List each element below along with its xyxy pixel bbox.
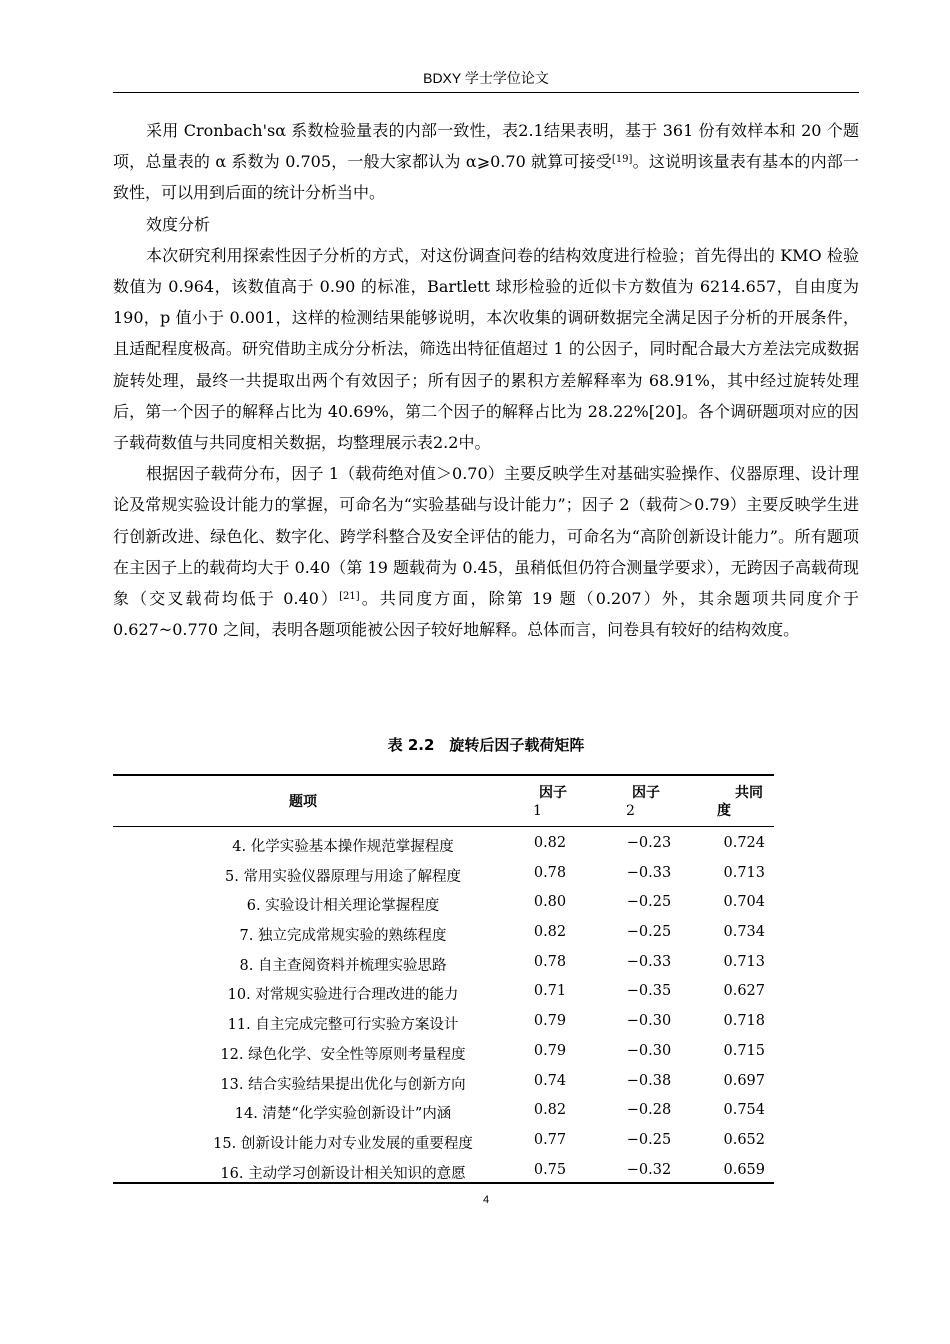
cell-communality: 0.627 [723, 983, 765, 1000]
header-rule [113, 92, 859, 93]
paragraph-factor-analysis: 本次研究利用探索性因子分析的方式，对这份调查问卷的结构效度进行检验；首先得出的 KMO 检验数值为 0.964，该数值高于 0.90 的标准，Bartlett 球形检验的近似卡方数值为 6214.657，自由度为 190，p 值小于 0.001，这样的检测结果能够说明，本次收集的调研数据完全满足因子分析的开展条件，且适配程度极高。研究借助主成分分析法，筛选出特征值超过 1 的公因子，同时配合最大方差法完成数据旋转处理，最终一共提取出两个有效因子；所有因子的累积方差解释率为 68.91%，其中经过旋转处理后，第一个因子的解释占比为 40.69%，第二个因子的解释占比为 28.22%[20]。各个调研题项对应的因子载荷数值与共同度相关数据，均整理展示表2.2中。 [113, 245, 859, 453]
table-row [113, 978, 774, 1008]
table-row [113, 1068, 774, 1098]
cell-factor-1: 0.78 [533, 864, 567, 881]
cell-factor-2: −0.30 [626, 1042, 672, 1059]
header-factor-1-label: 因子 [539, 785, 567, 801]
cell-factor-1: 0.82 [533, 924, 567, 941]
table-row [113, 1008, 774, 1038]
cell-factor-2: −0.25 [626, 894, 672, 911]
cell-factor-2: −0.25 [626, 1131, 672, 1148]
header-factor-1 [533, 784, 573, 820]
paragraph-factor-loadings [113, 458, 859, 645]
cell-factor-2: −0.33 [626, 953, 672, 970]
cell-factor-2: −0.30 [626, 1013, 672, 1030]
cell-communality: 0.724 [723, 835, 765, 851]
header-factor-2-label: 因子 [632, 785, 660, 801]
table-row [113, 919, 774, 949]
table-row [113, 830, 774, 860]
cell-item: 6. 实验设计相关理论掌握程度 [246, 898, 440, 915]
table-row [113, 860, 774, 890]
cell-item: 13. 结合实验结果提出优化与创新方向 [220, 1076, 466, 1093]
cell-factor-1: 0.80 [533, 894, 567, 911]
cell-factor-2: −0.25 [626, 924, 672, 941]
section-heading-validity: 效度分析 [146, 214, 211, 234]
cell-item: 7. 独立完成常规实验的熟练程度 [239, 928, 447, 945]
cell-factor-1: 0.79 [533, 1013, 567, 1030]
cell-communality: 0.659 [723, 1161, 765, 1178]
cell-communality: 0.697 [723, 1072, 765, 1089]
cell-communality: 0.734 [723, 924, 765, 941]
cell-communality: 0.713 [723, 864, 765, 881]
running-header: BDXY 学士学位论文 [423, 70, 549, 86]
paragraph-reliability-tail: 。这说明该量表有基本的内部一致性，可以用到后面的统计分析当中。 [113, 152, 859, 203]
cell-communality: 0.718 [723, 1013, 765, 1030]
body-text [113, 115, 859, 645]
cell-item: 8. 自主查阅资料并梳理实验思路 [239, 957, 447, 974]
cell-factor-1: 0.75 [533, 1161, 567, 1178]
cell-factor-1: 0.77 [533, 1131, 567, 1148]
table-bottom-rule [113, 1182, 774, 1184]
cell-communality: 0.715 [723, 1042, 765, 1059]
header-communality-line2: 度 [717, 803, 731, 819]
table-row [113, 1097, 774, 1127]
header-factor-1-number: 1 [533, 803, 542, 819]
cell-factor-2: −0.23 [626, 835, 672, 851]
cell-communality: 0.713 [723, 953, 765, 970]
header-factor-2 [626, 784, 666, 820]
cell-item: 12. 绿色化学、安全性等原则考量程度 [220, 1046, 466, 1063]
table-caption: 表 2.2 旋转后因子载荷矩阵 [387, 736, 585, 754]
paragraph-factor-loadings-text: 根据因子载荷分布，因子 1（载荷绝对值＞0.70）主要反映学生对基础实验操作、仪器原理、设计理论及常规实验设计能力的掌握，可命名为“实验基础与设计能力”；因子 2（载荷＞0.79）主要反映学生进行创新改进、绿色化、数字化、跨学科整合及安全评估的能力，可命名为“高阶创新设计能力”。所有题项在主因子上的载荷均大于 0.40（第 19 题载荷为 0.45，虽稍低但仍符合测量学要求），无跨因子高载荷现象（交叉载荷均低于 0.40） [113, 464, 859, 609]
citation-19: [19] [611, 154, 633, 166]
cell-item: 11. 自主完成完整可行实验方案设计 [227, 1017, 459, 1034]
cell-factor-2: −0.35 [626, 983, 672, 1000]
table-header-rule [113, 826, 774, 827]
header-item: 题项 [289, 794, 317, 810]
cell-factor-1: 0.82 [533, 1102, 567, 1119]
table-row [113, 1038, 774, 1068]
cell-item: 10. 对常规实验进行合理改进的能力 [227, 987, 459, 1004]
header-communality [717, 784, 763, 820]
cell-factor-2: −0.32 [626, 1161, 672, 1178]
table-body [113, 830, 774, 1186]
cell-factor-1: 0.82 [533, 835, 567, 851]
cell-factor-2: −0.28 [626, 1102, 672, 1119]
cell-factor-1: 0.79 [533, 1042, 567, 1059]
cell-factor-1: 0.78 [533, 953, 567, 970]
header-factor-2-number: 2 [626, 803, 635, 819]
page-number: 4 [482, 1194, 490, 1206]
cell-item: 4. 化学实验基本操作规范掌握程度 [232, 839, 454, 855]
paragraph-reliability [113, 115, 859, 209]
cell-item: 16. 主动学习创新设计相关知识的意愿 [220, 1165, 466, 1182]
cell-item: 14. 清楚“化学实验创新设计”内涵 [234, 1106, 452, 1123]
cell-communality: 0.754 [723, 1102, 765, 1119]
cell-factor-2: −0.33 [626, 864, 672, 881]
cell-item: 15. 创新设计能力对专业发展的重要程度 [213, 1135, 473, 1152]
header-communality-line1: 共同 [735, 785, 763, 801]
cell-item: 5. 常用实验仪器原理与用途了解程度 [225, 868, 461, 885]
cell-communality: 0.652 [723, 1131, 765, 1148]
table-row [113, 949, 774, 979]
paragraph-reliability-text: 采用 Cronbach'sα 系数检验量表的内部一致性，表2.1结果表明，基于 361 份有效样本和 20 个题项，总量表的 α 系数为 0.705，一般大家都认为 α⩾0.70 就算可接受 [113, 121, 859, 172]
table-row [113, 1127, 774, 1157]
cell-communality: 0.704 [723, 894, 765, 911]
citation-21: [21] [339, 591, 360, 603]
cell-factor-1: 0.74 [533, 1072, 567, 1089]
table-top-rule [113, 774, 774, 776]
cell-factor-1: 0.71 [533, 983, 567, 1000]
table-row [113, 889, 774, 919]
paragraph-factor-loadings-tail: 。共同度方面，除第 19 题（0.207）外，其余题项共同度介于 0.627~0.770 之间，表明各题项能被公因子较好地解释。总体而言，问卷具有较好的结构效度。 [113, 589, 859, 640]
cell-factor-2: −0.38 [626, 1072, 672, 1089]
